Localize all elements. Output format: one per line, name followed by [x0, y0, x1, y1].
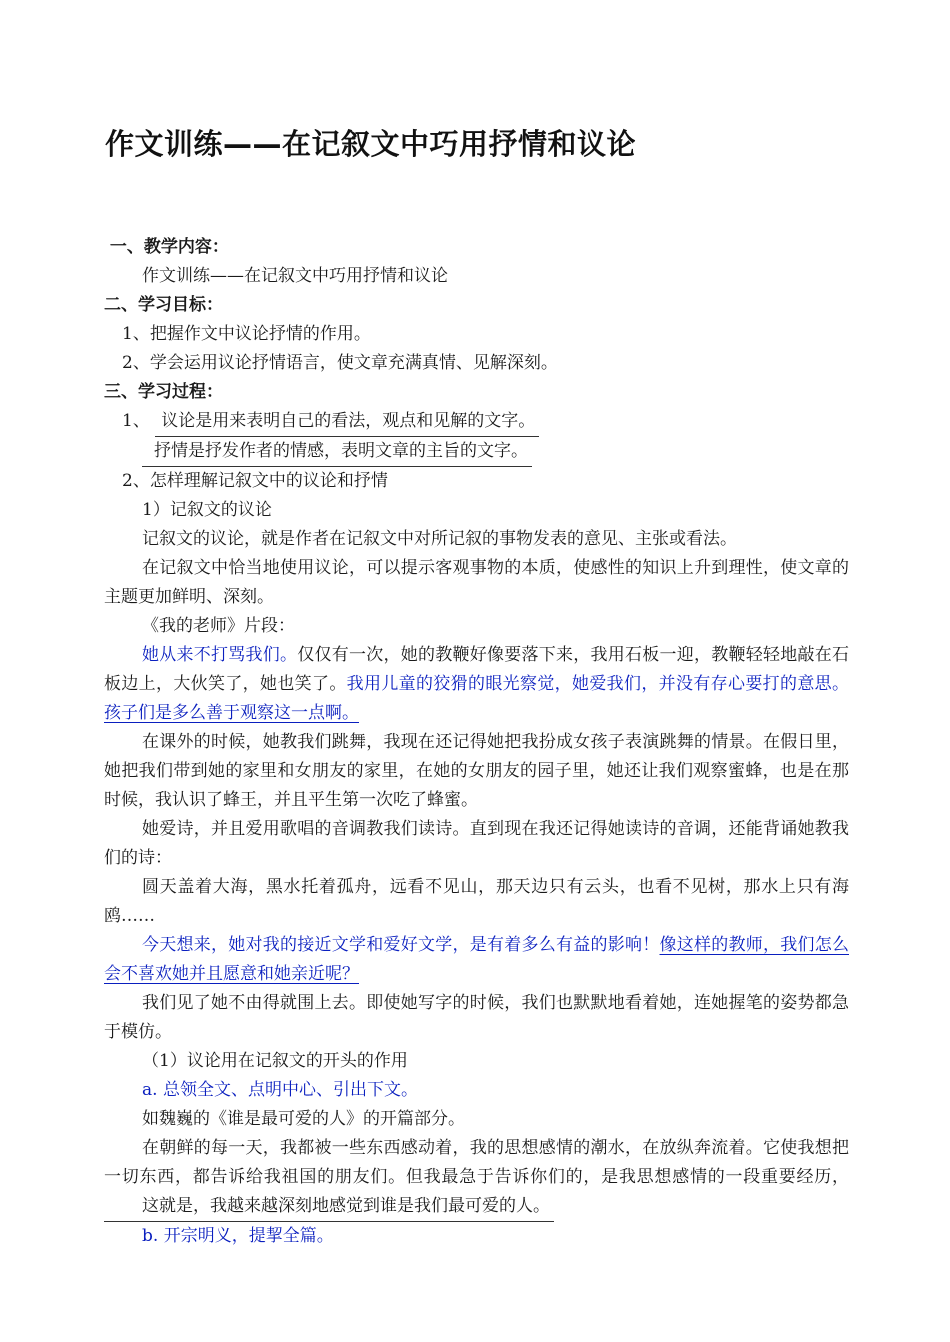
blue-underlined-sentence: 孩子们是多么善于观察这一点啊。	[104, 703, 359, 723]
document-title: 作文训练——在记叙文中巧用抒情和议论	[105, 127, 637, 161]
subheading-argument: 1）记叙文的议论	[142, 500, 272, 520]
excerpt-paragraph-4	[104, 931, 849, 989]
blue-sentence-3: 今天想来，她对我的接近文学和爱好文学，是有着多么有益的影响！	[142, 935, 660, 955]
section-heading-content: 一、教学内容：	[104, 237, 229, 257]
paragraph-purpose: 在记叙文中恰当地使用议论，可以提示客观事物的本质，使感性的知识上升到理性，使文章的主题更加鲜明、深刻。	[104, 558, 849, 607]
content-text: 作文训练——在记叙文中巧用抒情和议论	[142, 266, 448, 286]
blue-sentence-1: 她从来不打骂我们。	[142, 645, 298, 665]
process-item-1-number: 1、	[122, 411, 156, 431]
example-underlined: 这就是，我越来越深刻地感觉到谁是我们最可爱的人。	[104, 1192, 554, 1222]
paragraph-definition: 记叙文的议论，就是作者在记叙文中对所记叙的事物发表的意见、主张或看法。	[142, 529, 737, 549]
point-b: b. 开宗明义，提挈全篇。	[142, 1226, 334, 1246]
process-item-1-b	[104, 437, 849, 467]
document-body	[104, 233, 849, 1251]
goal-item-2: 2、学会运用议论抒情语言，使文章充满真情、见解深刻。	[122, 353, 558, 373]
blue-sentence-2: 我用儿童的狡猾的眼光察觉，她爱我们，并没有存心要打的意思。	[346, 674, 850, 694]
section-heading-goals: 二、学习目标：	[104, 295, 223, 315]
subheading-opening: （1）议论用在记叙文的开头的作用	[142, 1051, 408, 1071]
excerpt-paragraph-2: 在课外的时候，她教我们跳舞，我现在还记得她把我扮成女孩子表演跳舞的情景。在假日里，她把我们带到她的家里和女朋友的家里，在她的女朋友的园子里，她还让我们观察蜜蜂，也是在那时候，我认识了蜂王，并且平生第一次吃了蜂蜜。	[104, 732, 849, 810]
example-narration: 在朝鲜的每一天，我都被一些东西感动着，我的思想感情的潮水，在放纵奔流着。它使我想把一切东西，都告诉给我祖国的朋友们。但我最急于告诉你们的，是我思想感情的一段重要经历，	[104, 1138, 849, 1187]
section-heading-process: 三、学习过程：	[104, 382, 223, 402]
process-item-1	[104, 407, 849, 437]
goal-item-1: 1、把握作文中议论抒情的作用。	[122, 324, 371, 344]
example-intro: 如魏巍的《谁是最可爱的人》的开篇部分。	[142, 1109, 465, 1129]
excerpt-narration: 仅仅有一次，她的教鞭好像要落下来，我用石板一迎，教鞭轻轻地敲在石板边上，大伙笑了，她也笑了。	[104, 645, 849, 694]
excerpt-paragraph-1	[104, 641, 849, 728]
definition-lyric: 抒情是抒发作者的情感，表明文章的主旨的文字。	[142, 437, 532, 467]
excerpt-poem: 圆天盖着大海，黑水托着孤舟，远看不见山，那天边只有云头，也看不见树，那水上只有海鸥……	[104, 877, 849, 926]
excerpt-paragraph-3: 她爱诗，并且爱用歌唱的音调教我们读诗。直到现在我还记得她读诗的音调，还能背诵她教我们的诗：	[104, 819, 849, 868]
process-item-2: 2、怎样理解记叙文中的议论和抒情	[122, 471, 388, 491]
definition-argument: 议论是用来表明自己的看法，观点和见解的文字。	[155, 407, 539, 437]
excerpt-paragraph-5: 我们见了她不由得就围上去。即使她写字的时候，我们也默默地看着她，连她握笔的姿势都急于模仿。	[104, 993, 849, 1042]
blue-underlined-sentence-2: 像这样的教师，我们怎么会不喜欢她并且愿意和她亲近呢？	[104, 935, 849, 984]
point-a: a. 总领全文、点明中心、引出下文。	[142, 1080, 418, 1100]
example-paragraph	[104, 1134, 849, 1222]
excerpt-title: 《我的老师》片段：	[142, 616, 295, 636]
